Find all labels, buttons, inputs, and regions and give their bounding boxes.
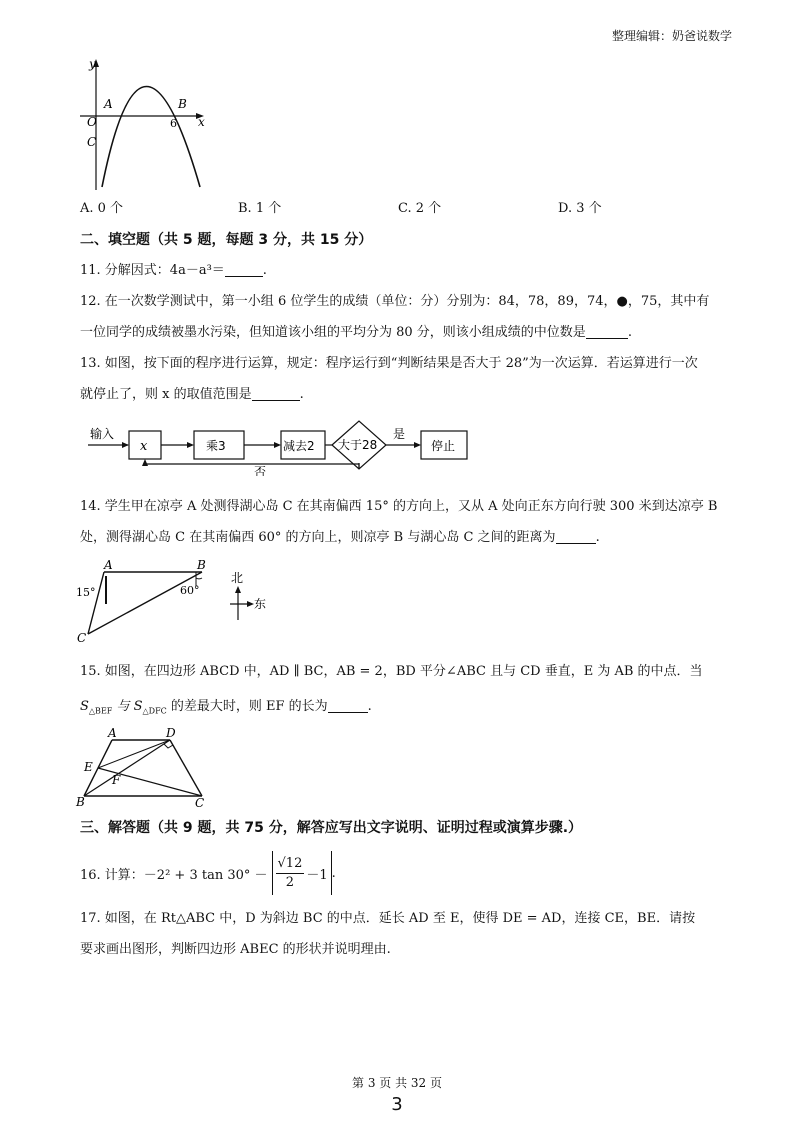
q16-minus-one: －1 xyxy=(306,867,328,883)
q14-line2 xyxy=(80,528,600,548)
y-axis-label: y xyxy=(89,57,96,71)
flow-yes-label: 是 xyxy=(393,427,406,441)
q14-line1: 14. 学生甲在凉亭 A 处测得湖心岛 C 在其南偏西 15° 的方向上，又从 A 处向正东方向行驶 300 米到达凉亭 B xyxy=(80,499,718,514)
flow-stop-label: 停止 xyxy=(431,439,456,453)
q15-s2-sub: △DFC xyxy=(142,706,167,716)
q14-end: . xyxy=(595,530,600,545)
program-flowchart xyxy=(86,418,476,476)
q13-line2 xyxy=(80,385,304,405)
page-header: 整理编辑：奶爸说数学 xyxy=(611,29,732,43)
flow-subtract-label: 减去2 xyxy=(283,439,315,453)
point-e-label: E xyxy=(84,760,93,774)
point-c-label: C xyxy=(195,796,205,810)
flow-decision-label: 大于28 xyxy=(338,438,378,452)
page-number: 3 xyxy=(391,1094,403,1115)
flow-no-label: 否 xyxy=(254,465,267,476)
tick-6-label: 6 xyxy=(170,117,177,130)
point-c-label: C xyxy=(87,135,97,149)
q15-end: . xyxy=(367,699,372,714)
q17-line1: 17. 如图，在 Rt△ABC 中，D 为斜边 BC 的中点．延长 AD 至 E，使得 DE = AD，连接 CE，BE．请按 xyxy=(80,911,696,926)
angle-60-label: 60° xyxy=(180,584,200,597)
q12-line1: 12. 在一次数学测试中，第一小组 6 位学生的成绩（单位：分）分别为：84，78，89，74，●，75，其中有 xyxy=(80,294,710,309)
point-f-label: F xyxy=(112,773,121,787)
angle-15-label: 15° xyxy=(76,586,96,599)
q11-text: 11. 分解因式：4a－a³＝ xyxy=(80,263,225,278)
option-d: D. 3 个 xyxy=(558,201,602,216)
point-a-label: A xyxy=(104,97,113,111)
section2-title: 二、填空题（共 5 题，每题 3 分，共 15 分） xyxy=(80,232,373,248)
q15-s1-sub: △BEF xyxy=(88,706,113,716)
q12-answer-blank[interactable] xyxy=(586,324,628,339)
point-a-label: A xyxy=(104,558,113,572)
q13-line2-text: 就停止了，则 x 的取值范围是 xyxy=(80,387,252,402)
parabola-graph xyxy=(80,56,210,190)
q12-line2-text: 一位同学的成绩被墨水污染，但知道该小组的平均分为 80 分，则该小组成绩的中位数是 xyxy=(80,325,586,340)
flow-input-label: 输入 xyxy=(90,427,115,441)
point-b-label: B xyxy=(178,97,187,111)
q12-end: . xyxy=(627,325,632,340)
q16 xyxy=(80,850,336,896)
q16-denominator: 2 xyxy=(285,874,295,890)
lake-island-figure xyxy=(74,556,274,648)
point-d-label: D xyxy=(166,726,176,740)
option-b: B. 1 个 xyxy=(238,201,282,216)
q17-line2: 要求画出图形，判断四边形 ABEC 的形状并说明理由. xyxy=(80,942,391,957)
q11-answer-blank[interactable] xyxy=(225,262,263,277)
point-a-label: A xyxy=(108,726,117,740)
q15-s1: S xyxy=(80,699,89,714)
q13-answer-blank[interactable] xyxy=(252,386,300,401)
q16-end: . xyxy=(331,865,336,881)
q15-answer-blank[interactable] xyxy=(328,698,368,713)
page-footer: 第 3 页 共 32 页 xyxy=(352,1076,442,1090)
q15-line2 xyxy=(80,697,372,722)
q16-fraction xyxy=(276,855,305,892)
q16-absolute-value xyxy=(272,851,332,895)
option-c: C. 2 个 xyxy=(398,201,442,216)
q12-line2 xyxy=(80,323,632,343)
x-axis-label: x xyxy=(198,115,205,129)
quadrilateral-figure xyxy=(74,726,214,810)
q15-line1: 15. 如图，在四边形 ABCD 中，AD ∥ BC，AB = 2，BD 平分∠ABC 且与 CD 垂直，E 为 AB 的中点．当 xyxy=(80,664,703,679)
flow-box-x-label: x xyxy=(140,439,148,454)
origin-label: O xyxy=(87,115,97,129)
section3-title: 三、解答题（共 9 题，共 75 分，解答应写出文字说明、证明过程或演算步骤.） xyxy=(80,820,583,836)
q15-s2: 与 S xyxy=(112,699,143,714)
q13-line1: 13. 如图，按下面的程序进行运算，规定：程序运行到“判断结果是否大于 28”为一次运算．若运算进行一次 xyxy=(80,356,698,371)
q16-prefix: 16. 计算：－2² + 3 tan 30° － xyxy=(80,867,268,883)
q11-end: . xyxy=(262,263,267,278)
compass-east-label: 东 xyxy=(254,597,267,611)
q14-answer-blank[interactable] xyxy=(556,529,596,544)
option-a: A. 0 个 xyxy=(80,201,124,216)
q14-line2-text: 处，测得湖心岛 C 在其南偏西 60° 的方向上，则凉亭 B 与湖心岛 C 之间的距离为 xyxy=(80,530,556,545)
point-b-label: B xyxy=(76,795,85,809)
point-b-label: B xyxy=(197,558,206,572)
q11 xyxy=(80,261,267,281)
q13-end: . xyxy=(299,387,304,402)
compass-north-label: 北 xyxy=(231,571,244,585)
q16-numerator: √12 xyxy=(276,855,305,874)
q15-line2-text: 的差最大时，则 EF 的长为 xyxy=(166,699,328,714)
point-c-label: C xyxy=(77,631,87,645)
flow-multiply-label: 乘3 xyxy=(206,439,226,453)
